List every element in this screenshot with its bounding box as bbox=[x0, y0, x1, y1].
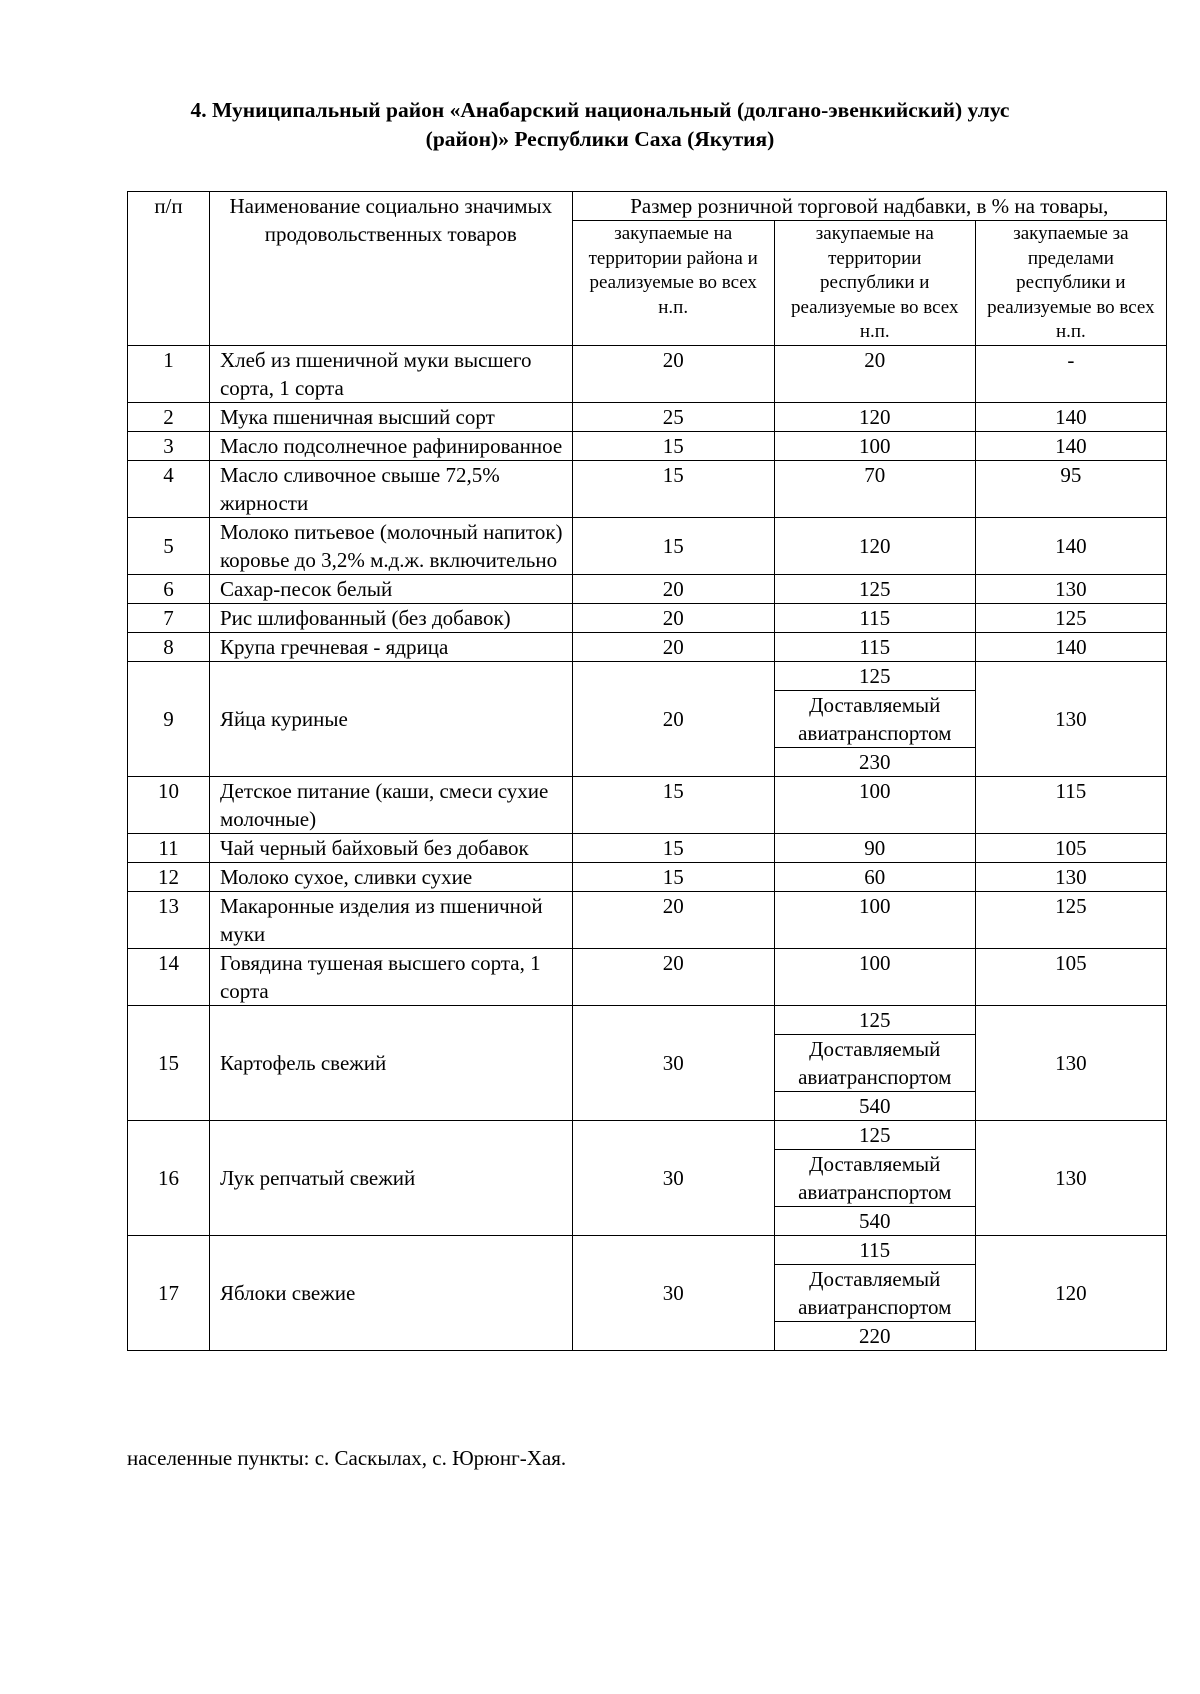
table-row bbox=[128, 402, 1167, 431]
republic-markup-split bbox=[775, 1121, 975, 1235]
markup-republic: 120 bbox=[774, 517, 975, 574]
markup-outside: 140 bbox=[975, 632, 1166, 661]
row-number: 6 bbox=[128, 574, 210, 603]
product-name: Яйца куриные bbox=[209, 661, 572, 776]
product-name: Рис шлифованный (без добавок) bbox=[209, 603, 572, 632]
markup-republic bbox=[774, 1120, 975, 1235]
markup-district: 30 bbox=[572, 1120, 774, 1235]
markup-outside: 140 bbox=[975, 517, 1166, 574]
table-row bbox=[128, 517, 1167, 574]
row-number: 17 bbox=[128, 1235, 210, 1350]
markup-district: 25 bbox=[572, 402, 774, 431]
markup-district: 30 bbox=[572, 1235, 774, 1350]
markup-outside: 105 bbox=[975, 948, 1166, 1005]
markup-table bbox=[127, 191, 1167, 1351]
markup-republic-base: 125 bbox=[775, 1006, 975, 1035]
markup-district: 15 bbox=[572, 862, 774, 891]
product-name: Масло подсолнечное рафинированное bbox=[209, 431, 572, 460]
table-row bbox=[128, 460, 1167, 517]
row-number: 4 bbox=[128, 460, 210, 517]
product-name: Чай черный байховый без добавок bbox=[209, 833, 572, 862]
header-sub-district: закупаемые на территории района и реализуемые во всех н.п. bbox=[572, 221, 774, 346]
markup-district: 20 bbox=[572, 632, 774, 661]
air-delivery-label: Доставляемый авиатранспортом bbox=[775, 1034, 975, 1091]
markup-republic-air: 540 bbox=[859, 1093, 891, 1118]
row-number: 3 bbox=[128, 431, 210, 460]
markup-district: 20 bbox=[572, 948, 774, 1005]
header-sub-outside: закупаемые за пределами республики и реализуемые во всех н.п. bbox=[975, 221, 1166, 346]
title-line-1: 4. Муниципальный район «Анабарский национальный (долгано-эвенкийский) улус bbox=[190, 98, 1010, 122]
markup-republic-base: 125 bbox=[775, 1121, 975, 1150]
table-row bbox=[128, 1120, 1167, 1235]
markup-outside: 95 bbox=[975, 460, 1166, 517]
markup-republic-air: 230 bbox=[859, 749, 891, 774]
row-number: 2 bbox=[128, 402, 210, 431]
markup-outside: 130 bbox=[975, 574, 1166, 603]
markup-district: 20 bbox=[572, 661, 774, 776]
product-name: Сахар-песок белый bbox=[209, 574, 572, 603]
row-number: 16 bbox=[128, 1120, 210, 1235]
markup-district: 20 bbox=[572, 345, 774, 402]
table-row bbox=[128, 574, 1167, 603]
product-name: Крупа гречневая - ядрица bbox=[209, 632, 572, 661]
header-sub-republic: закупаемые на территории республики и реализуемые во всех н.п. bbox=[774, 221, 975, 346]
product-name: Макаронные изделия из пшеничной муки bbox=[209, 891, 572, 948]
markup-outside: 130 bbox=[975, 1005, 1166, 1120]
markup-republic: 100 bbox=[774, 948, 975, 1005]
product-name: Детское питание (каши, смеси сухие молочные) bbox=[209, 776, 572, 833]
markup-republic: 90 bbox=[774, 833, 975, 862]
markup-district: 15 bbox=[572, 776, 774, 833]
markup-district: 15 bbox=[572, 460, 774, 517]
product-name: Картофель свежий bbox=[209, 1005, 572, 1120]
row-number: 7 bbox=[128, 603, 210, 632]
table-row bbox=[128, 431, 1167, 460]
markup-outside: 130 bbox=[975, 862, 1166, 891]
product-name: Говядина тушеная высшего сорта, 1 сорта bbox=[209, 948, 572, 1005]
row-number: 15 bbox=[128, 1005, 210, 1120]
row-number: 12 bbox=[128, 862, 210, 891]
header-num: п/п bbox=[128, 192, 210, 346]
markup-republic: 60 bbox=[774, 862, 975, 891]
markup-republic-base: 125 bbox=[775, 662, 975, 691]
table-row bbox=[128, 1005, 1167, 1120]
markup-outside: 125 bbox=[975, 891, 1166, 948]
markup-republic: 100 bbox=[774, 431, 975, 460]
row-number: 5 bbox=[128, 517, 210, 574]
markup-outside: 130 bbox=[975, 661, 1166, 776]
table-row bbox=[128, 776, 1167, 833]
row-number: 10 bbox=[128, 776, 210, 833]
product-name: Молоко питьевое (молочный напиток) коровье до 3,2% м.д.ж. включительно bbox=[209, 517, 572, 574]
row-number: 1 bbox=[128, 345, 210, 402]
markup-district: 20 bbox=[572, 603, 774, 632]
air-delivery-label: Доставляемый авиатранспортом bbox=[775, 1264, 975, 1321]
row-number: 13 bbox=[128, 891, 210, 948]
title-line-2: (район)» Республики Саха (Якутия) bbox=[425, 127, 775, 151]
table-row bbox=[128, 948, 1167, 1005]
markup-outside: 140 bbox=[975, 402, 1166, 431]
markup-republic: 20 bbox=[774, 345, 975, 402]
markup-republic: 70 bbox=[774, 460, 975, 517]
footer-note: населенные пункты: с. Саскылах, с. Юрюнг-Хая. bbox=[127, 1446, 567, 1470]
product-name: Лук репчатый свежий bbox=[209, 1120, 572, 1235]
table-row bbox=[128, 661, 1167, 776]
markup-republic-air: 220 bbox=[859, 1323, 891, 1348]
air-delivery-label: Доставляемый авиатранспортом bbox=[775, 690, 975, 747]
markup-district: 30 bbox=[572, 1005, 774, 1120]
markup-republic: 125 bbox=[774, 574, 975, 603]
markup-republic: 100 bbox=[774, 891, 975, 948]
row-number: 11 bbox=[128, 833, 210, 862]
row-number: 8 bbox=[128, 632, 210, 661]
table-row bbox=[128, 833, 1167, 862]
markup-republic bbox=[774, 661, 975, 776]
markup-district: 15 bbox=[572, 833, 774, 862]
republic-markup-split bbox=[775, 1236, 975, 1350]
table-row bbox=[128, 1235, 1167, 1350]
product-name: Хлеб из пшеничной муки высшего сорта, 1 сорта bbox=[209, 345, 572, 402]
header-name: Наименование социально значимых продовольственных товаров bbox=[209, 192, 572, 346]
markup-district: 15 bbox=[572, 431, 774, 460]
table-row bbox=[128, 632, 1167, 661]
markup-republic-air: 540 bbox=[859, 1208, 891, 1233]
republic-markup-split bbox=[775, 662, 975, 776]
row-number: 9 bbox=[128, 661, 210, 776]
header-group: Размер розничной торговой надбавки, в % на товары, bbox=[572, 192, 1166, 221]
markup-district: 15 bbox=[572, 517, 774, 574]
markup-outside: 120 bbox=[975, 1235, 1166, 1350]
product-name: Мука пшеничная высший сорт bbox=[209, 402, 572, 431]
markup-republic: 100 bbox=[774, 776, 975, 833]
row-number: 14 bbox=[128, 948, 210, 1005]
markup-outside: 130 bbox=[975, 1120, 1166, 1235]
markup-republic: 120 bbox=[774, 402, 975, 431]
markup-republic: 115 bbox=[774, 632, 975, 661]
markup-republic bbox=[774, 1235, 975, 1350]
markup-outside: 105 bbox=[975, 833, 1166, 862]
table-row bbox=[128, 862, 1167, 891]
header-row bbox=[128, 192, 1167, 221]
product-name: Яблоки свежие bbox=[209, 1235, 572, 1350]
product-name: Молоко сухое, сливки сухие bbox=[209, 862, 572, 891]
table-row bbox=[128, 891, 1167, 948]
markup-republic-base: 115 bbox=[775, 1236, 975, 1265]
republic-markup-split bbox=[775, 1006, 975, 1120]
markup-outside: 140 bbox=[975, 431, 1166, 460]
document-title bbox=[120, 96, 1080, 154]
table-row bbox=[128, 345, 1167, 402]
markup-republic: 115 bbox=[774, 603, 975, 632]
air-delivery-label: Доставляемый авиатранспортом bbox=[775, 1149, 975, 1206]
table-row bbox=[128, 603, 1167, 632]
markup-outside: 115 bbox=[975, 776, 1166, 833]
markup-outside: 125 bbox=[975, 603, 1166, 632]
product-name: Масло сливочное свыше 72,5% жирности bbox=[209, 460, 572, 517]
markup-district: 20 bbox=[572, 891, 774, 948]
markup-district: 20 bbox=[572, 574, 774, 603]
markup-outside: - bbox=[975, 345, 1166, 402]
markup-republic bbox=[774, 1005, 975, 1120]
